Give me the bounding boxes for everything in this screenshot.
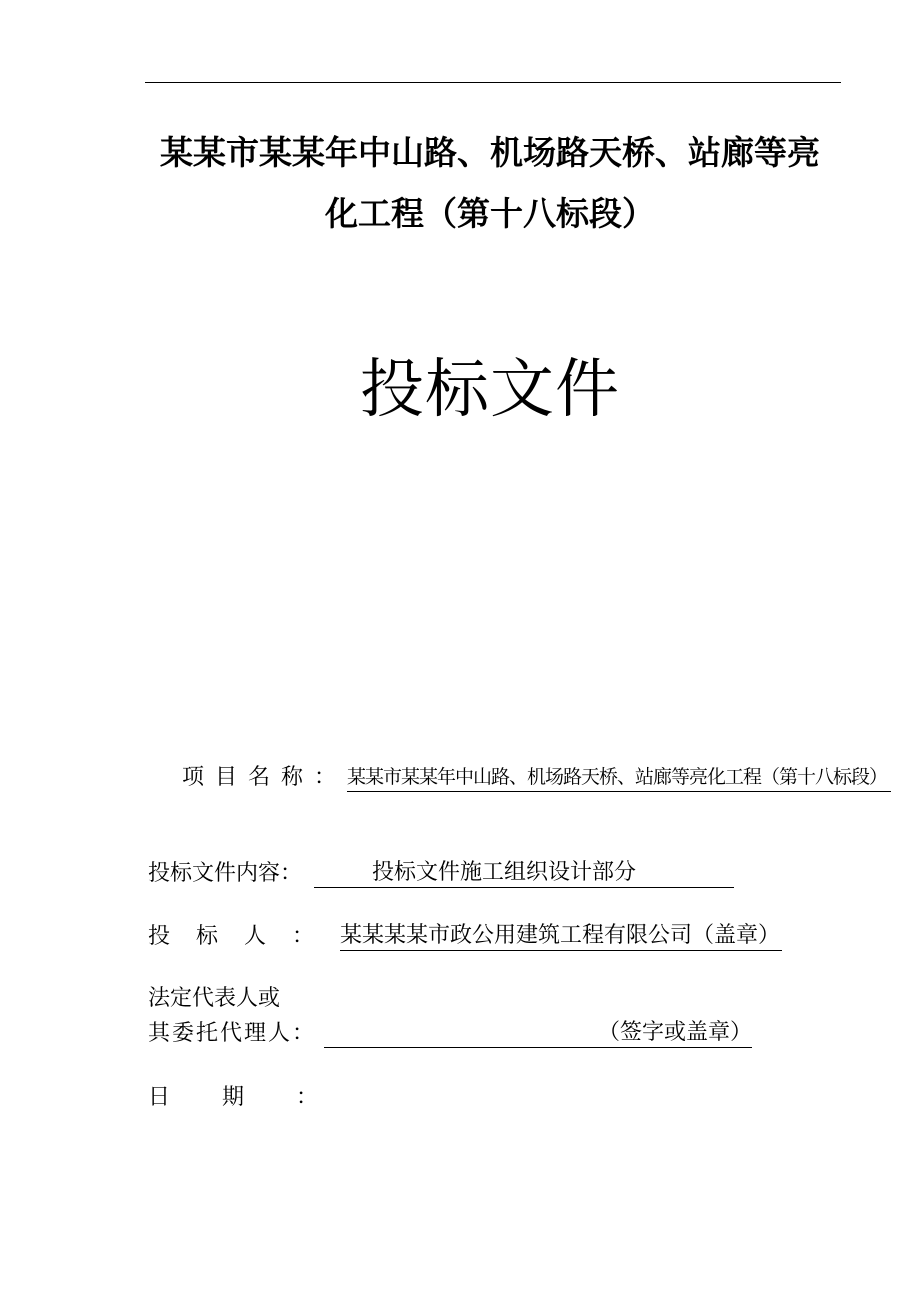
project-name-label: 项目名称： [182, 765, 348, 790]
header-rule [145, 82, 841, 83]
bidder-row [148, 922, 782, 952]
representative-signature-field: （签字或盖章） [324, 1019, 752, 1048]
representative-label-line-2: 其委托代理人： [148, 1021, 317, 1046]
document-title: 投标文件 [360, 353, 620, 427]
representative-label-line-1: 法定代表人或 [148, 986, 281, 1011]
date-label: 日期： [148, 1085, 371, 1110]
project-name-value: 某某市某某年中山路、机场路天桥、站廊等亮化工程（第十八标段） [347, 763, 891, 792]
date-row [148, 1083, 370, 1113]
project-title-line-1: 某某市某某年中山路、机场路天桥、站廊等亮 [160, 133, 820, 172]
bidder-label: 投标人： [148, 924, 341, 949]
project-title-line-2: 化工程（第十八标段） [325, 194, 655, 233]
representative-row [148, 1019, 752, 1049]
content-row [148, 859, 734, 889]
content-label: 投标文件内容： [148, 861, 303, 886]
project-name-row [182, 763, 891, 793]
content-value: 投标文件施工组织设计部分 [314, 859, 734, 888]
bidder-value: 某某某某市政公用建筑工程有限公司（盖章） [340, 922, 782, 951]
